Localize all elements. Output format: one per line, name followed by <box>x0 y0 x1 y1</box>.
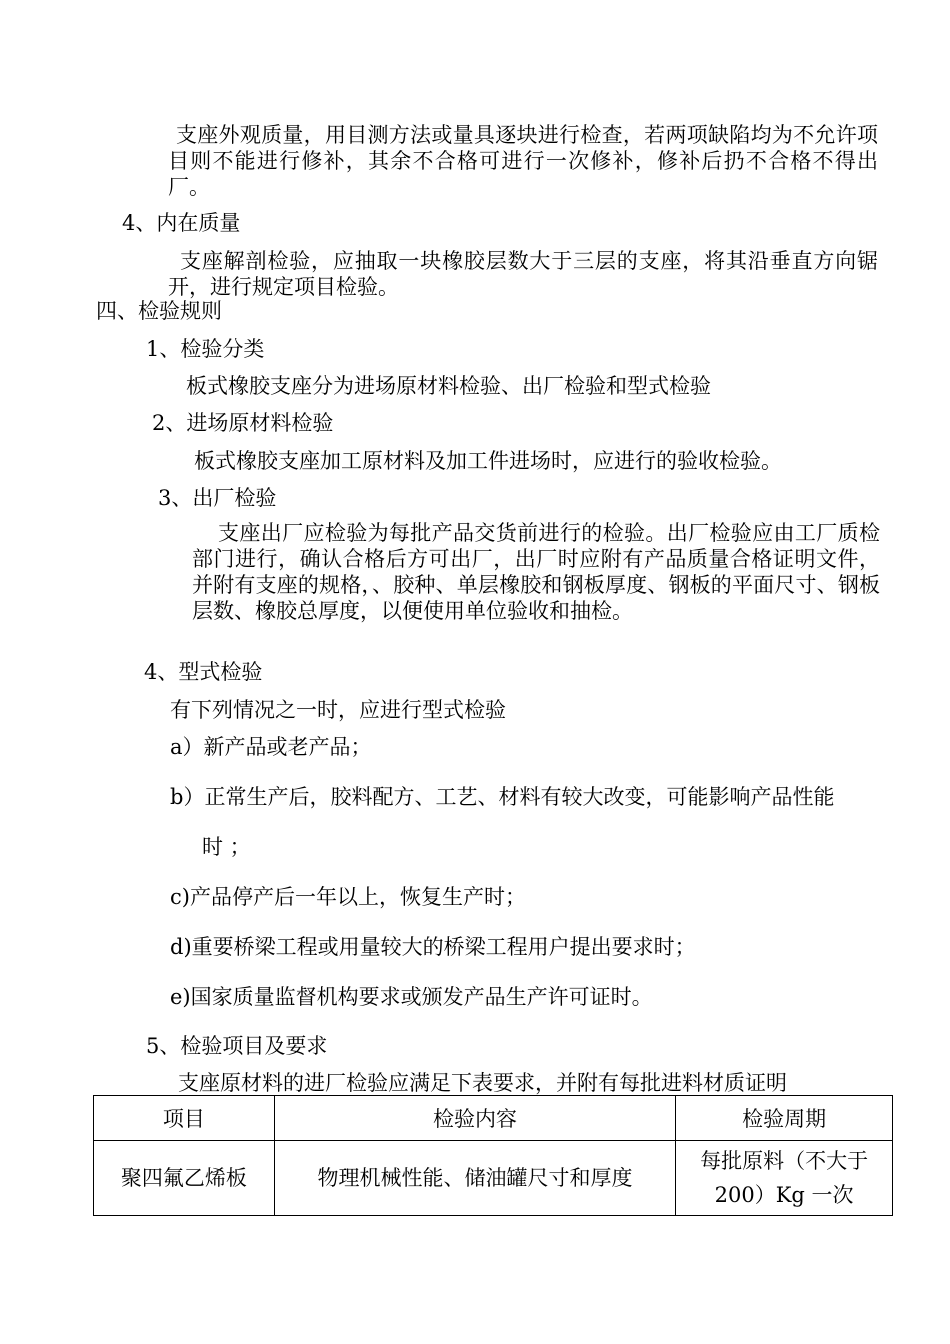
table-cell-item: 聚四氟乙烯板 <box>94 1141 275 1216</box>
table-cell-cycle: 每批原料（不大于200）Kg 一次 <box>676 1141 893 1216</box>
paragraph-inspection-items: 支座原材料的进厂检验应满足下表要求，并附有每批进料材质证明 <box>178 1071 787 1095</box>
table-cell-content: 物理机械性能、储油罐尺寸和厚度 <box>274 1141 675 1216</box>
heading-factory-inspection: 3、出厂检验 <box>158 486 277 510</box>
table-header-row <box>94 1096 893 1141</box>
paragraph-appearance-quality: 支座外观质量，用目测方法或量具逐块进行检查，若两项缺陷均为不允许项目则不能进行修补，其余不合格可进行一次修补，修补后扔不合格不得出厂。 <box>168 123 878 199</box>
paragraph-internal-quality: 支座解剖检验，应抽取一块橡胶层数大于三层的支座，将其沿垂直方向锯开，进行规定项目检验。 <box>168 249 878 299</box>
table-header-content: 检验内容 <box>274 1096 675 1141</box>
list-item-a: a）新产品或老产品； <box>170 735 372 759</box>
list-item-e: e)国家质量监督机构要求或颁发产品生产许可证时。 <box>170 985 653 1009</box>
table-header-item: 项目 <box>94 1096 275 1141</box>
paragraph-type-inspection-intro: 有下列情况之一时，应进行型式检验 <box>170 698 506 722</box>
list-item-b-continued: 时 ； <box>202 835 251 859</box>
heading-inspection-items: 5、检验项目及要求 <box>146 1034 328 1058</box>
heading-type-inspection: 4、型式检验 <box>144 660 263 684</box>
paragraph-incoming-inspection: 板式橡胶支座加工原材料及加工件进场时，应进行的验收检验。 <box>194 449 782 473</box>
inspection-requirements-table <box>93 1095 893 1216</box>
list-item-b: b）正常生产后，胶料配方、工艺、材料有较大改变，可能影响产品性能 <box>170 785 835 809</box>
list-item-c: c)产品停产后一年以上，恢复生产时； <box>170 885 526 909</box>
list-item-d: d)重要桥梁工程或用量较大的桥梁工程用户提出要求时； <box>170 935 696 959</box>
section-heading-inspection-rules: 四、检验规则 <box>96 299 222 323</box>
paragraph-inspection-classification: 板式橡胶支座分为进场原材料检验、出厂检验和型式检验 <box>186 374 711 398</box>
paragraph-factory-inspection: 支座出厂应检验为每批产品交货前进行的检验。出厂检验应由工厂质检部门进行，确认合格后方可出厂，出厂时应附有产品质量合格证明文件，并附有支座的规格，、胶种、单层橡胶和钢板厚度、钢板的平面尺寸、钢板层数、橡胶总厚度，以便使用单位验收和抽检。 <box>192 521 880 623</box>
heading-inspection-classification: 1、检验分类 <box>146 337 265 361</box>
heading-internal-quality: 4、内在质量 <box>122 211 241 235</box>
table-row <box>94 1141 893 1216</box>
table-header-cycle: 检验周期 <box>676 1096 893 1141</box>
heading-incoming-inspection: 2、进场原材料检验 <box>152 411 334 435</box>
